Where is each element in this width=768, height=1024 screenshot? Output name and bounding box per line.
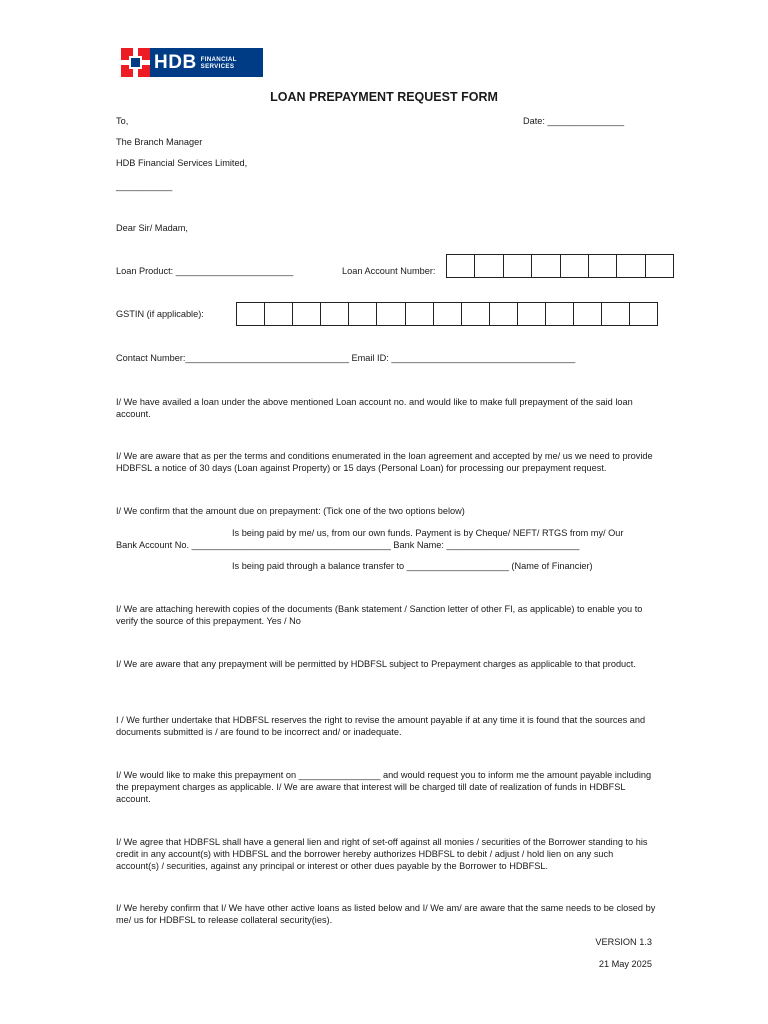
gstin-box-4[interactable] bbox=[321, 303, 349, 325]
gstin-box-8[interactable] bbox=[434, 303, 462, 325]
loan-account-number-box-2[interactable] bbox=[475, 255, 503, 277]
loan-account-number-box-7[interactable] bbox=[617, 255, 645, 277]
paragraph-undertaking: I / We further undertake that HDBFSL reserves the right to revise the amount payable if at any time it is found that the sources and documents submitted is / are found to be incorrect and/ or inadequate. bbox=[116, 715, 646, 737]
loan-account-number-box-4[interactable] bbox=[532, 255, 560, 277]
paragraph-prepayment-charges: I/ We are aware that any prepayment will be permitted by HDBFSL subject to Prepayment charges as applicable to that product. bbox=[116, 659, 636, 669]
version-date-text: 21 May 2025 bbox=[598, 959, 652, 969]
gstin-box-14[interactable] bbox=[602, 303, 630, 325]
branch-manager-text: The Branch Manager bbox=[116, 137, 203, 147]
to-label: To, bbox=[116, 116, 129, 126]
gstin-box-5[interactable] bbox=[349, 303, 377, 325]
gstin-box-6[interactable] bbox=[377, 303, 405, 325]
date-field[interactable]: Date: _______________ bbox=[523, 116, 625, 126]
address-blank-field[interactable]: ___________ bbox=[116, 181, 173, 191]
paragraph-prepayment-date: I/ We would like to make this prepayment on ________________ and would request you to inform me the amount payable including the prepayment charges as applicable. I/ We are aware that interest will be charged till date of realization of funds in HDBFSL account. bbox=[116, 770, 652, 804]
logo-sub-line1: FINANCIAL bbox=[200, 55, 237, 63]
option-own-funds[interactable]: Is being paid by me/ us, from our own funds. Payment is by Cheque/ NEFT/ RTGS from my/ Our bbox=[232, 528, 624, 538]
loan-account-number-boxes[interactable] bbox=[446, 254, 674, 278]
loan-account-label: Loan Account Number: bbox=[342, 266, 436, 276]
option-own-funds-bank-details[interactable]: Bank Account No. _______________________________________ Bank Name: __________________________ bbox=[116, 540, 580, 550]
paragraph-amount-due: I/ We confirm that the amount due on prepayment: (Tick one of the two options below) bbox=[116, 506, 465, 516]
loan-account-number-box-5[interactable] bbox=[561, 255, 589, 277]
hdb-logo-mark-icon bbox=[121, 48, 150, 77]
logo-brand-text: HDB bbox=[154, 51, 197, 73]
paragraph-notice-period: I/ We are aware that as per the terms and conditions enumerated in the loan agreement and accepted by me/ us we need to provide HDBFSL a notice of 30 days (Loan against Property) or 15 days (Personal Loan) for processing our prepayment request. bbox=[116, 451, 653, 473]
paragraph-general-lien: I/ We agree that HDBFSL shall have a general lien and right of set-off against all monies / securities of the Borrower standing to his credit in any account(s) with HDBFSL and the borrower hereby authorizes HDBFSL to debit / adjust / hold lien on any such account(s) / securities, against any principal or interest or other dues payable by the Borrower to HDBFSL. bbox=[116, 837, 648, 871]
gstin-box-9[interactable] bbox=[462, 303, 490, 325]
paragraph-other-loans: I/ We hereby confirm that I/ We have other active loans as listed below and I/ We am/ are aware that the same needs to be closed by me/ us for HDBFSL to release collateral security(ies). bbox=[116, 903, 656, 925]
gstin-box-2[interactable] bbox=[265, 303, 293, 325]
loan-account-number-box-3[interactable] bbox=[504, 255, 532, 277]
gstin-box-3[interactable] bbox=[293, 303, 321, 325]
company-name-text: HDB Financial Services Limited, bbox=[116, 158, 248, 168]
contact-email-fields[interactable]: Contact Number:________________________________ Email ID: ____________________________________ bbox=[116, 353, 576, 363]
gstin-label: GSTIN (if applicable): bbox=[116, 309, 204, 319]
gstin-box-15[interactable] bbox=[630, 303, 658, 325]
gstin-box-1[interactable] bbox=[237, 303, 265, 325]
loan-account-number-box-6[interactable] bbox=[589, 255, 617, 277]
paragraph-documents: I/ We are attaching herewith copies of the documents (Bank statement / Sanction letter of other FI, as applicable) to enable you to verify the source of this prepayment. Yes / No bbox=[116, 604, 643, 626]
gstin-boxes[interactable] bbox=[236, 302, 658, 326]
loan-account-number-box-8[interactable] bbox=[646, 255, 674, 277]
gstin-box-13[interactable] bbox=[574, 303, 602, 325]
paragraph-full-prepayment: I/ We have availed a loan under the above mentioned Loan account no. and would like to make full prepayment of the said loan account. bbox=[116, 397, 633, 419]
gstin-box-7[interactable] bbox=[406, 303, 434, 325]
loan-product-field[interactable]: Loan Product: _______________________ bbox=[116, 266, 294, 276]
form-title: LOAN PREPAYMENT REQUEST FORM bbox=[270, 90, 498, 104]
loan-account-number-box-1[interactable] bbox=[447, 255, 475, 277]
gstin-box-11[interactable] bbox=[518, 303, 546, 325]
gstin-box-10[interactable] bbox=[490, 303, 518, 325]
version-text: VERSION 1.3 bbox=[595, 937, 652, 947]
hdb-logo bbox=[121, 48, 263, 77]
salutation-text: Dear Sir/ Madam, bbox=[116, 223, 188, 233]
gstin-box-12[interactable] bbox=[546, 303, 574, 325]
logo-sub-line2: SERVICES bbox=[200, 62, 235, 70]
option-balance-transfer[interactable]: Is being paid through a balance transfer to ____________________ (Name of Financier) bbox=[232, 561, 593, 571]
